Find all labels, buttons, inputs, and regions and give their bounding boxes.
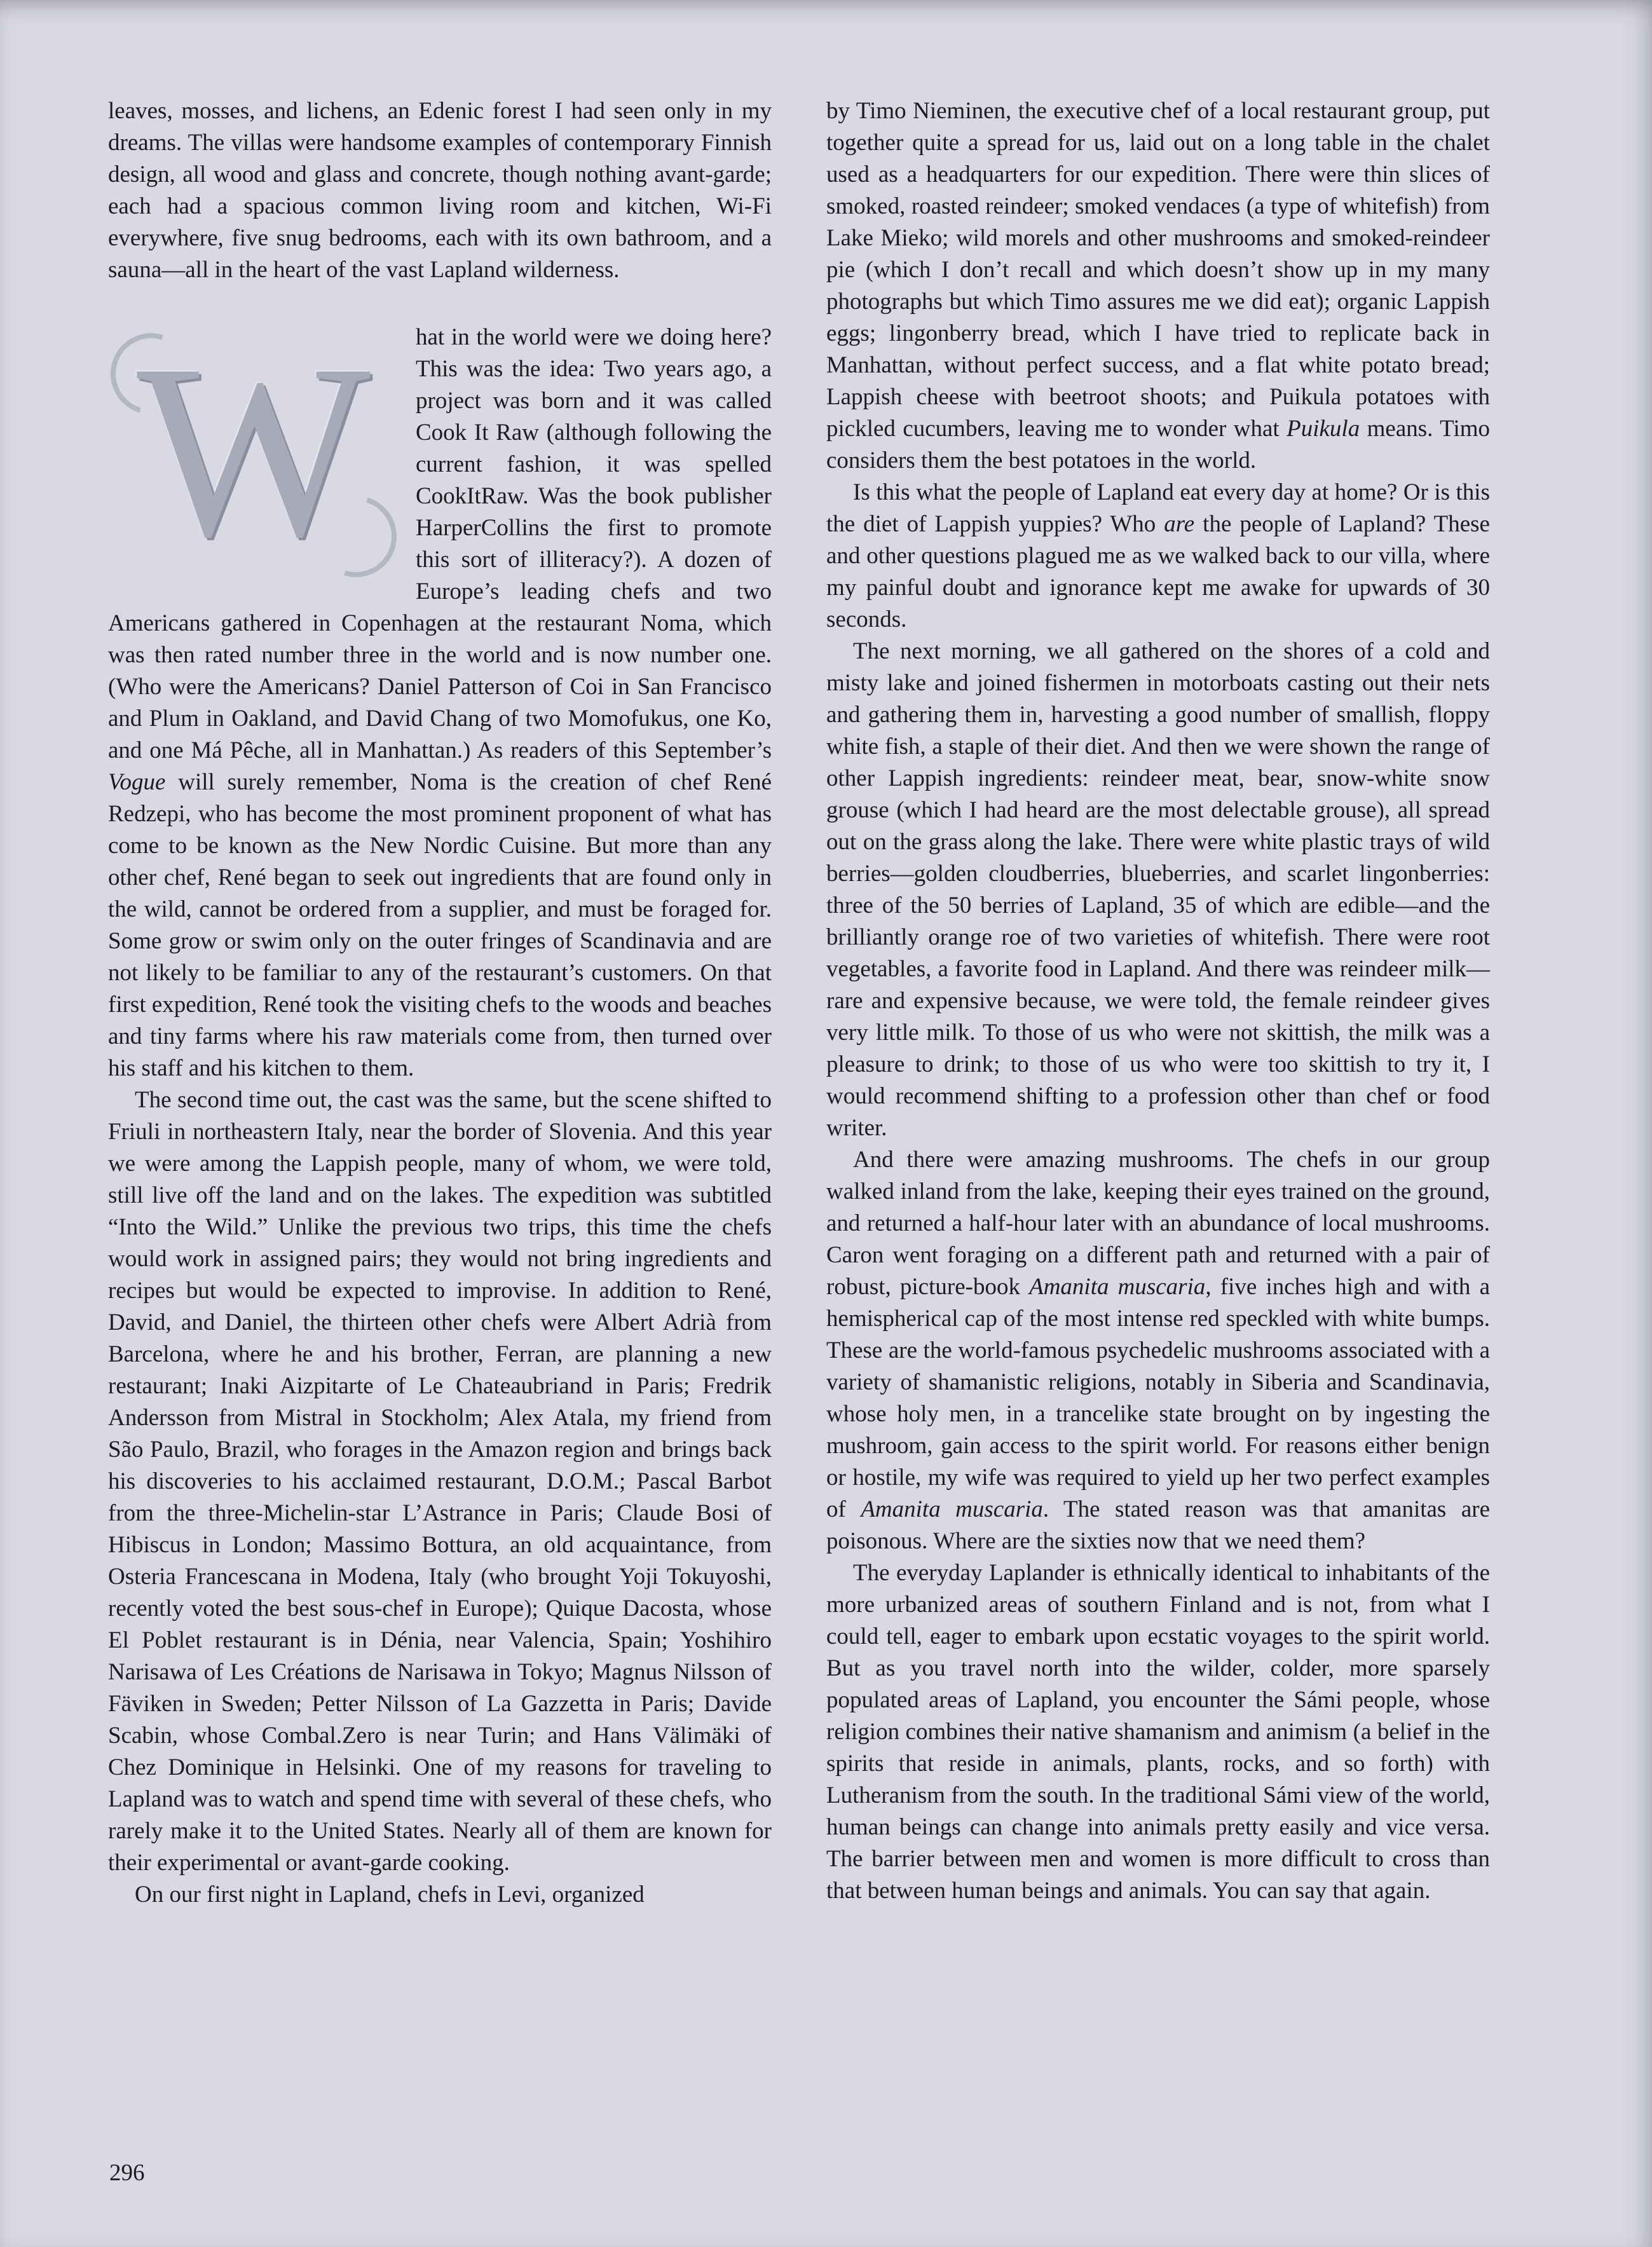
italic-text: Amanita muscaria (1029, 1274, 1206, 1300)
left-column (108, 95, 772, 1911)
dropcap-letter: W (136, 313, 371, 588)
paragraph: On our first night in Lapland, chefs in Levi, organized (135, 1882, 645, 1908)
italic-text: Amanita muscaria (861, 1496, 1043, 1522)
paragraph: The everyday Laplander is ethnically identical to inhabitants of the more urbanized areas of southern Finland and is not, from what I could tell, eager to embark upon ecstatic voyages to the spirit world. But as you travel north into the wilder, colder, more sparsely populated areas of Lapland, you encounter the Sámi people, whose religion combines their native shamanism and animism (a belief in the spirits that reside in animals, plants, rocks, and so forth) with Lutheranism from the south. In the traditional Sámi view of the world, human beings can change into animals pretty easily and vice versa. The barrier between men and women is more difficult to cross than that between human beings and animals. You can say that again. (826, 1560, 1490, 1904)
paragraph: The second time out, the cast was the same, but the scene shifted to Friuli in northeastern Italy, near the border of Slovenia. And this year we were among the Lappish people, many of whom, we were told, still live off the land and on the lakes. The expedition was subtitled “Into the Wild.” Unlike the previous two trips, this time the chefs would work in assigned pairs; they would not bring ingredients and recipes but would be expected to improvise. In addition to René, David, and Daniel, the thirteen other chefs were Albert Adrià from Barcelona, where he and his brother, Ferran, are planning a new restaurant; Inaki Aizpitarte of Le Chateaubriand in Paris; Fredrik Andersson from Mistral in Stockholm; Alex Atala, my friend from São Paulo, Brazil, who forages in the Amazon region and brings back his discoveries to his acclaimed restaurant, D.O.M.; Pascal Barbot from the three-Michelin-star L’Astrance in Paris; Claude Bosi of Hibiscus in London; Massimo Bottura, an old acquaintance, from Osteria Francescana in Modena, Italy (who brought Yoji Tokuyoshi, recently voted the best sous-chef in Europe); Quique Dacosta, whose El Poblet restaurant is in Dénia, near Valencia, Spain; Yoshihiro Narisawa of Les Créations de Narisawa in Tokyo; Magnus Nilsson of Fäviken in Sweden; Petter Nilsson of La Gazzetta in Paris; Davide Scabin, whose Combal.Zero is near Turin; and Hans Välimäki of Chez Dominique in Helsinki. One of my reasons for traveling to Lapland was to watch and spend time with several of these chefs, who rarely make it to the United States. Nearly all of them are known for their experimental or avant-garde cooking. (108, 1087, 772, 1876)
paragraph: Is this what the people of Lapland eat every day at home? Or is this the diet of Lappish yuppies? Who are the people of Lapland? These and other questions plagued me as we walked back to our villa, where my painful doubt and ignorance kept me awake for upwards of 30 seconds. (826, 479, 1490, 632)
italic-text: Vogue (108, 769, 166, 795)
italic-text: Puikula (1287, 416, 1360, 442)
article-body (108, 95, 1490, 1911)
paragraph: And there were amazing mushrooms. The chefs in our group walked inland from the lake, keeping their eyes trained on the ground, and returned a half-hour later with an abundance of local mushrooms. Caron went foraging on a different path and returned with a pair of robust, picture-book Amanita muscaria, five inches high and with a hemispherical cap of the most intense red speckled with white bumps. These are the world-famous psychedelic mushrooms associated with a variety of shamanistic religions, notably in Siberia and Scandinavia, whose holy men, in a trancelike state brought on by ingesting the mushroom, gain access to the spirit world. For reasons either benign or hostile, my wife was required to yield up her two perfect examples of Amanita muscaria. The stated reason was that amanitas are poisonous. Where are the sixties now that we need them? (826, 1147, 1491, 1554)
italic-text: are (1164, 511, 1195, 537)
ornamental-initial (108, 313, 399, 588)
paragraph: by Timo Nieminen, the executive chef of a local restaurant group, put together quite a spread for us, laid out on a long table in the chalet used as a headquarters for our expedition. There were thin slices of smoked, roasted reindeer; smoked vendaces (a type of whitefish) from Lake Mieko; wild morels and other mushrooms and smoked-reindeer pie (which I don’t recall and which doesn’t show up in my many photographs but which Timo assures me we did eat); organic Lappish eggs; lingonberry bread, which I have tried to replicate back in Manhattan, without perfect success, and a flat white potato bread; Lappish cheese with beetroot shoots; and Puikula potatoes with pickled cucumbers, leaving me to wonder what Puikula means. Timo considers them the best potatoes in the world. (826, 98, 1490, 474)
page-number: 296 (109, 2160, 145, 2186)
right-column (826, 95, 1490, 1907)
paragraph: leaves, mosses, and lichens, an Edenic forest I had seen only in my dreams. The villas were handsome examples of contemporary Finnish design, all wood and glass and concrete, though nothing avant-garde; each had a spacious common living room and kitchen, Wi-Fi everywhere, five snug bedrooms, each with its own bathroom, and a sauna—all in the heart of the vast Lapland wilderness. (108, 98, 772, 283)
paragraph: W hat in the world were we doing here? This was the idea: Two years ago, a project was born and it was called Cook It Raw (although following the current fashion, it was spelled CookItRaw. Was the book publisher HarperCollins the first to promote this sort of illiteracy?). A dozen of Europe’s leading chefs and two Americans gathered in Copenhagen at the restaurant Noma, which was then rated number three in the world and is now number one. (Who were the Americans? Daniel Patterson of Coi in San Francisco and Plum in Oakland, and David Chang of two Momofukus, one Ko, and one Má Pêche, all in Manhattan.) As readers of this September’s Vogue will surely remember, Noma is the creation of chef René Redzepi, who has become the most prominent proponent of what has come to be known as the New Nordic Cuisine. But more than any other chef, René began to seek out ingredients that are found only in the wild, cannot be ordered from a supplier, and must be foraged for. Some grow or swim only on the outer fringes of Scandinavia and are not likely to be familiar to any of the restaurant’s customers. On that first expedition, René took the visiting chefs to the woods and beaches and tiny farms where his raw materials come from, then turned over his staff and his kitchen to them. (108, 313, 772, 1081)
paragraph: The next morning, we all gathered on the shores of a cold and misty lake and joined fishermen in motorboats casting out their nets and gathering them in, harvesting a good number of smallish, floppy white fish, a staple of their diet. And then we were shown the range of other Lappish ingredients: reindeer meat, bear, snow-white snow grouse (which I had heard are the most delectable grouse), all spread out on the grass along the lake. There were white plastic trays of wild berries—golden cloudberries, blueberries, and scarlet lingonberries: three of the 50 berries of Lapland, 35 of which are edible—and the brilliantly orange roe of two varieties of whitefish. There were root vegetables, a favorite food in Lapland. And there was reindeer milk—rare and expensive because, we were told, the female reindeer gives very little milk. To those of us who were not skittish, the milk was a pleasure to drink; to those of us who were too skittish to try it, I would recommend shifting to a profession other than chef or food writer. (826, 638, 1490, 1141)
